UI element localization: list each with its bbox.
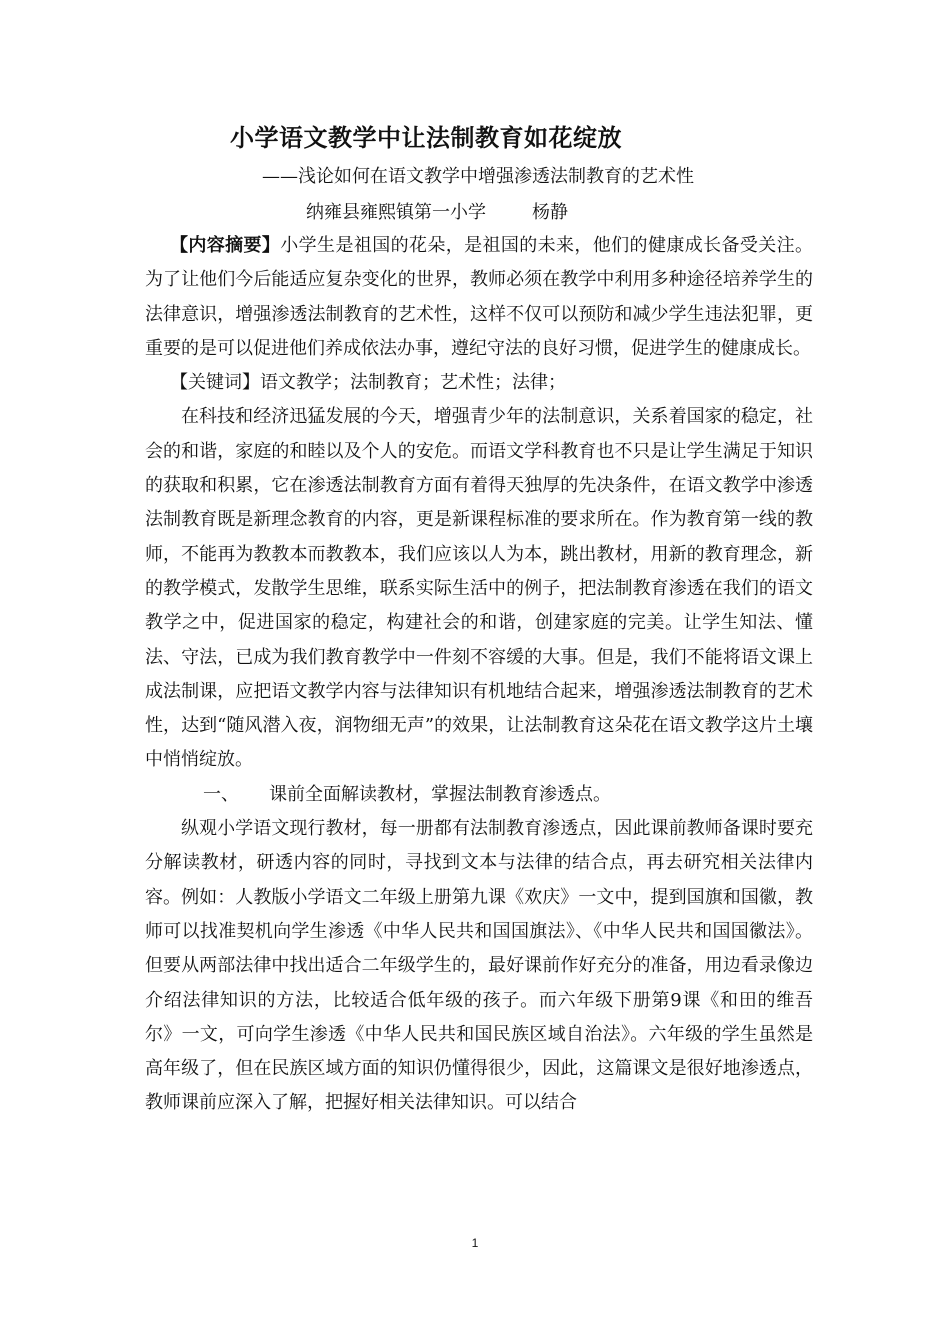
section-paragraph: 纵观小学语文现行教材，每一册都有法制教育渗透点，因此课前教师备课时要充分解读教材，研透内容的同时，寻找到文本与法律的结合点，再去研究相关法律内容。例如：人教版小学语文二年级上册第九课《欢庆》一文中，提到国旗和国徽，教师可以找准契机向学生渗透《中华人民共和国国旗法》、《中华人民共和国国徽法》。但要从两部法律中找出适合二年级学生的，最好课前作好充分的准备，用边看录像边介绍法律知识的方法，比较适合低年级的孩子。而六年级下册第9课《和田的维吾尔》一文，可向学生渗透《中华人民共和国民族区域自治法》。六年级的学生虽然是高年级了，但在民族区域方面的知识仍懂得很少，因此，这篇课文是很好地渗透点，教师课前应深入了解，把握好相关法律知识。可以结合: [145, 818, 813, 1114]
school-name: 纳雍县雍熙镇第一小学: [306, 202, 486, 223]
section-number: 一、: [203, 783, 239, 805]
section-heading: [145, 778, 813, 812]
abstract-text: 小学生是祖国的花朵，是祖国的未来，他们的健康成长备受关注。为了让他们今后能适应复杂变化的世界，教师必须在教学中利用多种途径培养学生的法律意识，增强渗透法制教育的艺术性，这样不仅可以预防和减少学生违法犯罪，更重要的是可以促进他们养成依法办事，遵纪守法的良好习惯，促进学生的健康成长。: [145, 235, 813, 359]
document-body: [145, 229, 813, 1121]
abstract-paragraph: [145, 229, 813, 366]
byline: [306, 198, 568, 224]
intro-paragraph: 在科技和经济迅猛发展的今天，增强青少年的法制意识，关系着国家的稳定，社会的和谐，家庭的和睦以及个人的安危。而语文学科教育也不只是让学生满足于知识的获取和积累，它在渗透法制教育方面有着得天独厚的先决条件，在语文教学中渗透法制教育既是新理念教育的内容，更是新课程标准的要求所在。作为教育第一线的教师，不能再为教教本而教教本，我们应该以人为本，跳出教材，用新的教育理念，新的教学模式，发散学生思维，联系实际生活中的例子，把法制教育渗透在我们的语文教学之中，促进国家的稳定，构建社会的和谐，创建家庭的完美。让学生知法、懂法、守法，已成为我们教育教学中一件刻不容缓的大事。但是，我们不能将语文课上成法制课，应把语文教学内容与法律知识有机地结合起来，增强渗透法制教育的艺术性，达到“随风潜入夜，润物细无声”的效果，让法制教育这朵花在语文教学这片土壤中悄悄绽放。: [145, 406, 813, 771]
abstract-label: 【内容摘要】: [170, 235, 281, 256]
document-title: 小学语文教学中让法制教育如花绽放: [230, 123, 622, 152]
page-number: 1: [471, 1236, 479, 1250]
keywords-paragraph: [145, 366, 813, 400]
section-title: 课前全面解读教材，掌握法制教育渗透点。: [269, 783, 611, 805]
author-name: 杨静: [532, 202, 568, 223]
keywords-text: 语文教学；法制教育；艺术性；法律；: [260, 372, 566, 394]
document-subtitle: ——浅论如何在语文教学中增强渗透法制教育的艺术性: [262, 166, 694, 187]
keywords-label: 【关键词】: [170, 372, 260, 394]
